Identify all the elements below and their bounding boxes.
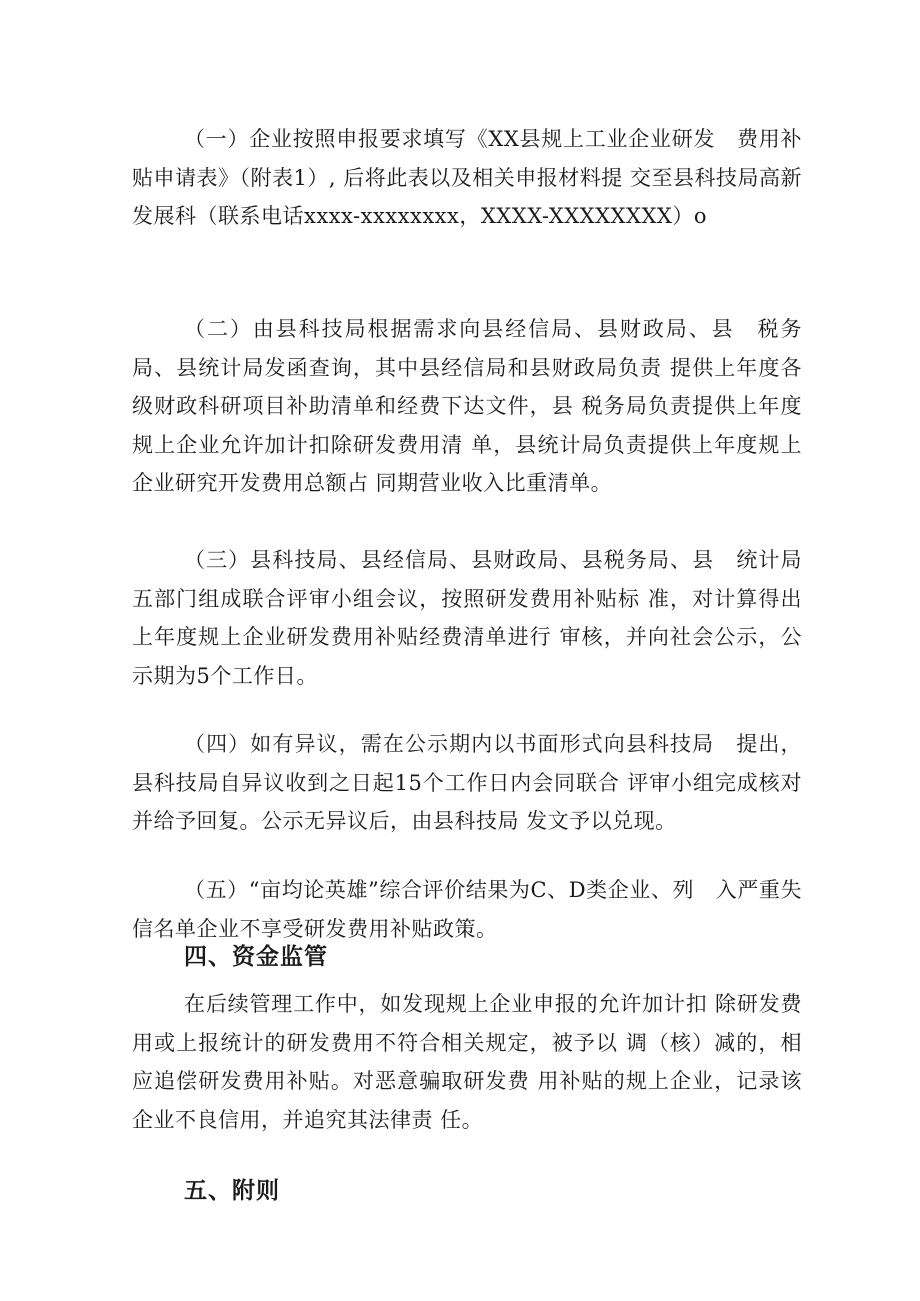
paragraph-review: （三）县科技局、县经信局、县财政局、县税务局、县 统计局五部门组成联合评审小组会议，按照研发费用补贴标 准，对计算得出上年度规上企业研发费用补贴经费清单进行 审核，并向社会公示，公示期为5个工作日。 bbox=[132, 548, 802, 688]
paragraph-exclusion: （五）“亩均论英雄”综合评价结果为C、D类企业、列 入严重失信名单企业不享受研发费用补贴政策。 bbox=[132, 878, 802, 941]
paragraph-inquiry: （二）由县科技局根据需求向县经信局、县财政局、县 税务局、县统计局发函查询，其中县经信局和县财政局负责 提供上年度各级财政科研项目补助清单和经费下达文件，县 税务局负责提供上年度规上企业允许加计扣除研发费用清 单，县统计局负责提供上年度规上企业研究开发费用总额占 同期营业收入比重清单。 bbox=[132, 317, 802, 495]
paragraph-objection: （四）如有异议，需在公示期内以书面形式向县科技局 提出，县科技局自异议收到之日起15个工作日内会同联合 评审小组完成核对并给予回复。公示无异议后，由县科技局 发文予以兑现。 bbox=[132, 732, 802, 833]
section-heading-supplementary: 五、附则 bbox=[184, 1177, 280, 1204]
section-heading-fund-supervision: 四、资金监管 bbox=[184, 943, 328, 970]
paragraph-fund-supervision: 在后续管理工作中，如发现规上企业申报的允许加计扣 除研发费用或上报统计的研发费用不符合相关规定，被予以 调（核）减的，相应追偿研发费用补贴。对恶意骗取研发费 用补贴的规上企业，记录该企业不良信用，并追究其法律责 任。 bbox=[132, 992, 802, 1132]
paragraph-application: （一）企业按照申报要求填写《XX县规上工业企业研发 费用补贴申请表》（附表1）, 后将此表以及相关申报材料提 交至县科技局高新发展科（联系电话xxxx-xxxxxxxx，XXXX-XXXXXXXX）o bbox=[132, 127, 802, 228]
